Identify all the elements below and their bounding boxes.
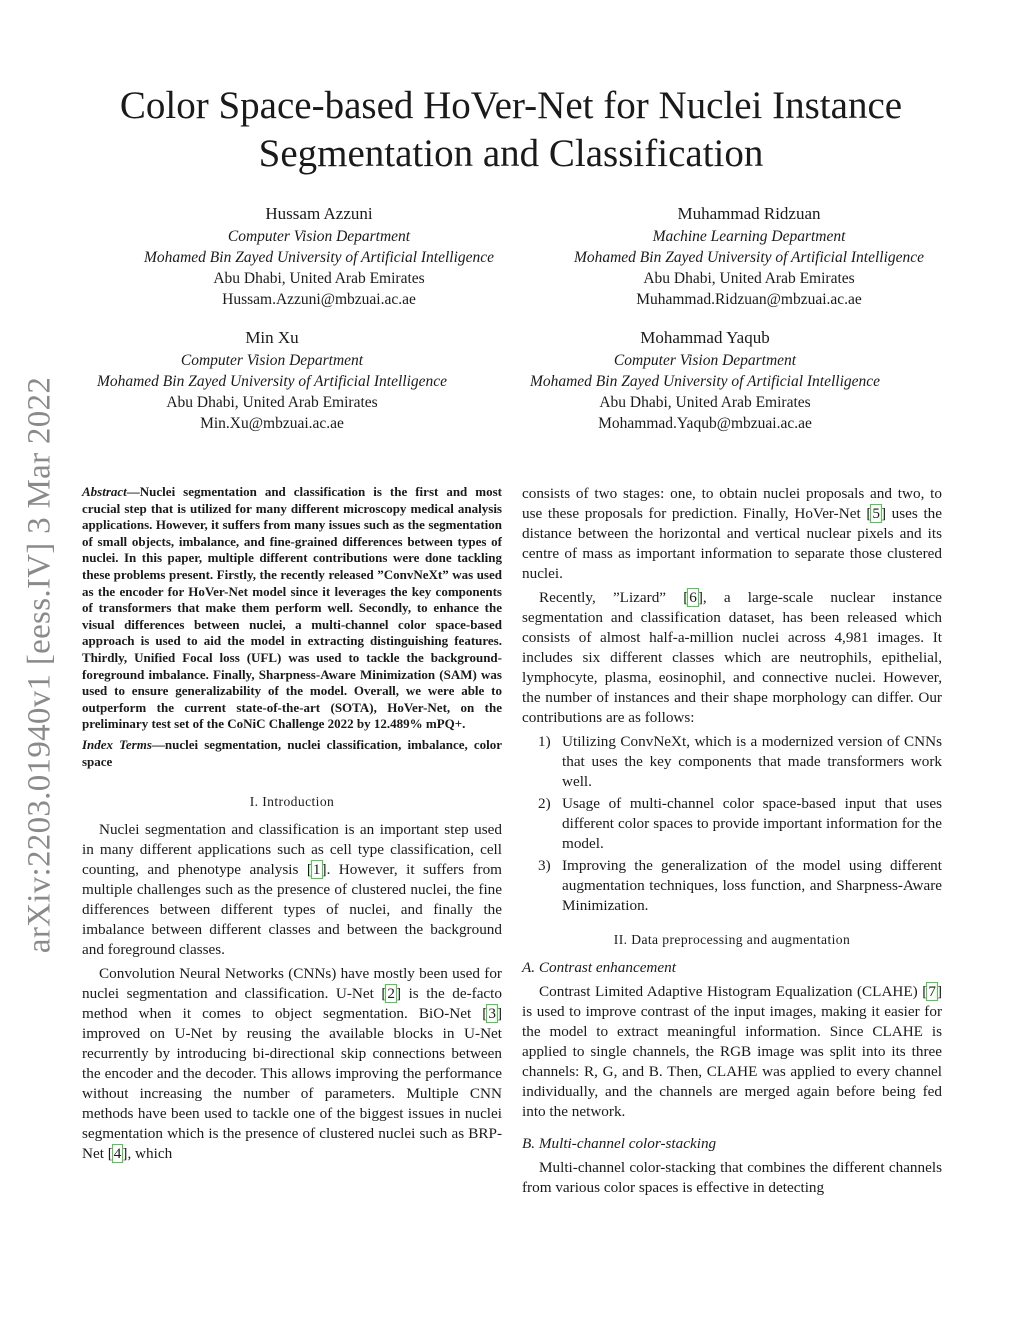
title-line-1: Color Space-based HoVer-Net for Nuclei Instance	[119, 84, 903, 127]
text-run: , a large-scale nuclear instance segmentation and classification dataset, has been released which consists of almost half-a-million nuclei across 4,981 images. It includes six different classes which are neutrophils, epithelial, lymphocyte, plasma, eosinophil, and connective nuclei. However, the number of instances and their shape morphology can differ. Our contributions are as follows:	[522, 589, 942, 726]
arxiv-identifier: arXiv:2203.01940v1 [eess.IV] 3 Mar 2022	[21, 376, 58, 954]
right-column	[522, 484, 942, 1198]
subsection-heading-color-stacking: B. Multi-channel color-stacking	[522, 1135, 717, 1152]
author-location: Abu Dhabi, United Arab Emirates	[166, 394, 378, 411]
list-item	[522, 794, 942, 854]
citation-link-5[interactable]: 5	[872, 505, 880, 522]
author-department: Computer Vision Department	[613, 352, 797, 369]
author-block-4	[490, 326, 920, 434]
list-item-text: Utilizing ConvNeXt, which is a modernized version of CNNs that uses the key components that made transformers work well.	[562, 733, 942, 790]
abstract-text: —Nuclei segmentation and classification is the first and most crucial step that is utilized for many different microscopy medical analysis applications. However, it suffers from many issues such as the segmentation of small objects, imbalance, and fine-grained differences between types of nuclei. In this paper, multiple different contributions were done tackling these problems present. Firstly, the recently released ”ConvNeXt” was used as the encoder for HoVer-Net model since it leverages the key components of transformers that make them perform well. Secondly, to enhance the visual differences between nuclei, a multi-channel color space-based approach is used to aid the model in extracting distinguishing features. Thirdly, Unified Focal loss (UFL) was used to tackle the background-foreground imbalance. Finally, Sharpness-Aware Minimization (SAM) was used to ensure generalizability of the model. Overall, we were able to outperform the current state-of-the-art (SOTA), HoVer-Net, on the preliminary test set of the CoNiC Challenge 2022 by 12.489% mPQ+.	[82, 484, 502, 732]
text-run: is used to improve contrast of the input images, making it easier for the model to extract meaningful information. Since CLAHE is applied to single channels, the RGB image was split into its three channels: R, G, and B. Then, CLAHE was applied to every channel individually, and the channels are merged again before being fed into the network.	[522, 1003, 942, 1120]
index-terms-text: —nuclei segmentation, nuclei classification, imbalance, color space	[82, 736, 502, 769]
author-name: Muhammad Ridzuan	[677, 204, 821, 223]
paper-title	[80, 82, 942, 178]
list-number: 1)	[538, 733, 551, 750]
intro-paragraph-3: consists of two stages: one, to obtain nuclei proposals and two, to use these proposals for prediction. Finally, HoVer-Net [5] uses the distance between the horizontal and vertical nuclear pixels and its centre of mass as important information to separate those clustered nuclei.	[522, 485, 942, 582]
author-location: Abu Dhabi, United Arab Emirates	[213, 270, 425, 287]
list-item-text: Usage of multi-channel color space-based input that uses different color spaces to provide important information for the model.	[562, 795, 942, 852]
author-department: Machine Learning Department	[652, 228, 846, 245]
list-number: 3)	[538, 857, 551, 874]
title-line-2: Segmentation and Classification	[258, 132, 764, 175]
author-university: Mohamed Bin Zayed University of Artificial Intelligence	[573, 249, 925, 266]
author-name: Min Xu	[245, 328, 299, 347]
citation-link-4[interactable]: 4	[113, 1145, 122, 1163]
intro-paragraph-1: Nuclei segmentation and classification is an important step used in many different applications such as cell type classification, cell counting, and phenotype analysis [1]. However, it suffers from multiple challenges such as the presence of clustered nuclei, the fine differences between different types of nuclei, and finally the imbalance between different classes and between the background and foreground classes.	[82, 821, 502, 959]
author-email: Min.Xu@mbzuai.ac.ae	[200, 415, 344, 432]
author-block-3	[57, 326, 487, 434]
list-item-text: Improving the generalization of the model using different augmentation techniques, loss function, and Sharpness-Aware Minimization.	[562, 857, 942, 914]
list-item	[522, 856, 942, 916]
author-location: Abu Dhabi, United Arab Emirates	[643, 270, 855, 287]
color-stacking-paragraph: Multi-channel color-stacking that combines the different channels from various color spaces is effective in detecting	[522, 1159, 942, 1196]
section-heading-data-preprocessing: II. Data preprocessing and augmentation	[613, 932, 851, 947]
text-run: consists of two stages: one, to obtain nuclei proposals and two, to use these proposals for prediction. Finally, HoVer-Net	[522, 485, 942, 522]
arxiv-stamp	[20, 355, 60, 975]
contrast-paragraph: Contrast Limited Adaptive Histogram Equalization (CLAHE) [7] is used to improve contrast of the input images, making it easier for the model to extract meaningful information. Since CLAHE is applied to single channels, the RGB image was split into its three channels: R, G, and B. Then, CLAHE was applied to every channel individually, and the channels are merged again before being fed into the network.	[522, 983, 942, 1120]
text-run: . However, it suffers from multiple challenges such as the presence of clustered nuclei, the fine differences between different types of nuclei, and finally the imbalance between different classes and between the background and foreground classes.	[82, 861, 502, 959]
author-block-2	[534, 202, 964, 310]
citation-link-7[interactable]: 7	[928, 983, 936, 1000]
citation-link-1[interactable]: 1	[312, 861, 321, 879]
intro-paragraph-2: Convolution Neural Networks (CNNs) have mostly been used for nuclei segmentation and classification. U-Net [2] is the de-facto method when it comes to object segmentation. BiO-Net [3] improved on U-Net by reusing the available blocks in U-Net recurrently by introducing bi-directional skip connections between the encoder and the decoder. This allows improving the performance without increasing the number of parameters. Multiple CNN methods have been used to tackle one of the biggest issues in nuclei segmentation which is the presence of clustered nuclei such as BRP-Net [4], which	[82, 965, 502, 1163]
abstract	[82, 484, 502, 733]
subsection-heading-contrast: A. Contrast enhancement	[522, 959, 676, 976]
author-name: Hussam Azzuni	[265, 204, 373, 223]
text-run: uses the distance between the horizontal and vertical nuclear pixels and its centre of mass as important information to separate those clustered nuclei.	[522, 505, 942, 582]
author-email: Muhammad.Ridzuan@mbzuai.ac.ae	[636, 291, 862, 308]
text-run: is the de-facto method when it comes to object segmentation. BiO-Net	[82, 985, 502, 1023]
text-run: Nuclei segmentation and classification is an important step used in many different applications such as cell type classification, cell counting, and phenotype analysis	[82, 821, 502, 879]
contributions-list	[522, 732, 942, 916]
author-department: Computer Vision Department	[180, 352, 364, 369]
author-department: Computer Vision Department	[227, 228, 411, 245]
citation-link-3[interactable]: 3	[488, 1005, 496, 1023]
author-email: Hussam.Azzuni@mbzuai.ac.ae	[222, 291, 416, 308]
intro-paragraph-4: Recently, ”Lizard” [6], a large-scale nuclear instance segmentation and classification dataset, has been released which consists of almost half-a-million nuclei across 4,981 images. It includes six different classes which are neutrophils, epithelial, lymphocyte, plasma, eosinophil, and connective nuclei. However, the number of instances and their shape morphology can differ. Our contributions are as follows:	[522, 589, 942, 726]
text-run: Contrast Limited Adaptive Histogram Equalization (CLAHE)	[539, 983, 923, 1000]
text-run: , which	[127, 1145, 173, 1163]
list-item	[522, 732, 942, 792]
left-column	[82, 484, 502, 1164]
citation-link-6[interactable]: 6	[689, 589, 697, 606]
author-university: Mohamed Bin Zayed University of Artificial Intelligence	[143, 249, 495, 266]
author-university: Mohamed Bin Zayed University of Artificial Intelligence	[529, 373, 881, 390]
author-name: Mohammad Yaqub	[640, 328, 770, 347]
author-university: Mohamed Bin Zayed University of Artificial Intelligence	[96, 373, 448, 390]
text-run: Convolution Neural Networks (CNNs) have mostly been used for nuclei segmentation and classification. U-Net	[82, 965, 502, 1003]
author-email: Mohammad.Yaqub@mbzuai.ac.ae	[598, 415, 812, 432]
author-block-1	[104, 202, 534, 310]
section-heading-introduction: I. Introduction	[249, 794, 335, 810]
author-location: Abu Dhabi, United Arab Emirates	[599, 394, 811, 411]
index-terms-label: Index Terms	[82, 736, 152, 752]
text-run: Recently, ”Lizard”	[539, 589, 684, 606]
abstract-label: Abstract	[82, 484, 127, 499]
text-run: improved on U-Net by reusing the available blocks in U-Net recurrently by introducing bi-directional skip connections between the encoder and the decoder. This allows improving the performance without increasing the number of parameters. Multiple CNN methods have been used to tackle one of the biggest issues in nuclei segmentation which is the presence of clustered nuclei such as BRP-Net	[82, 1025, 502, 1163]
citation-link-2[interactable]: 2	[387, 985, 396, 1003]
index-terms	[82, 737, 502, 770]
list-number: 2)	[538, 795, 551, 812]
